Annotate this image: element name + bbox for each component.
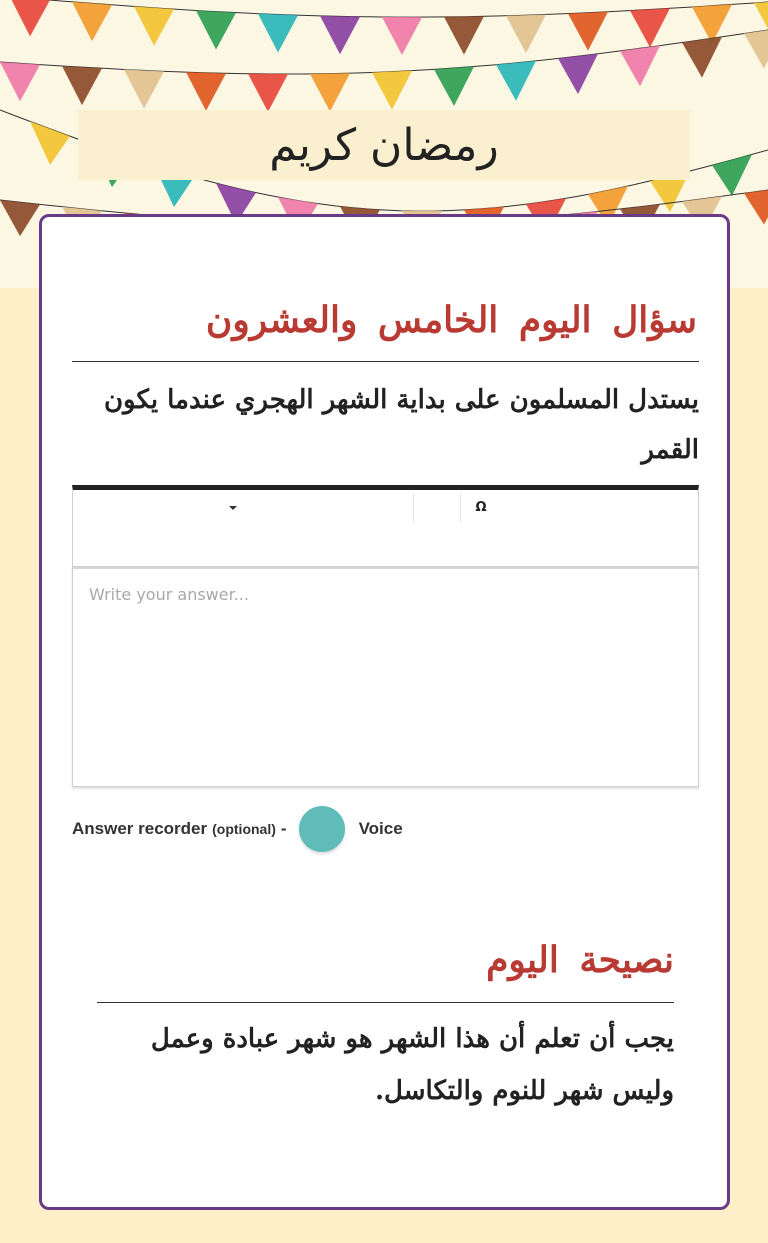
bunting-flag [744,28,768,69]
toolbar-separator [460,494,461,522]
special-character-button[interactable]: Ω [475,499,487,515]
question-divider [72,361,699,362]
tip-title: نصيحة اليوم [486,939,674,981]
bunting-flag [258,14,298,53]
bunting-flag [630,8,670,47]
recorder-optional-label: (optional) [212,821,276,837]
bunting-flag [434,67,474,106]
bunting-flag [496,61,536,101]
bunting-flag [744,188,768,225]
bunting-flag [620,46,660,87]
bunting-flag [310,73,350,111]
format-dropdown[interactable] [223,500,243,516]
bunting-flag [10,0,50,36]
answer-input[interactable] [72,567,699,787]
bunting-flag [372,71,412,110]
bunting-flag [196,10,236,49]
answer-recorder [72,805,572,853]
title-box [78,110,690,180]
toolbar-separator [413,494,414,522]
bunting-flag [558,54,598,94]
bunting-flag [0,200,40,236]
bunting-flag [124,69,164,108]
bunting-flag [444,16,484,54]
page-title: رمضان كريم [269,119,499,171]
activity-card [39,214,730,1210]
bunting-flag [30,121,70,164]
bunting-flag [682,37,722,78]
tip-divider [97,1002,674,1003]
question-text: يستدل المسلمون على بداية الشهر الهجري عندما يكون القمر [103,385,699,465]
recorder-dash: - [280,819,287,838]
bunting-flag [134,6,174,45]
bunting-flag [0,62,40,101]
bunting-flag [186,72,226,111]
bunting-flag [506,14,546,53]
bunting-flag [568,12,608,51]
question-title: سؤال اليوم الخامس والعشرون [205,299,697,341]
bunting-flag [692,4,732,43]
bunting-flag [382,17,422,55]
tip-text: يجب أن تعلم أن هذا الشهر هو شهر عبادة وعمل وليس شهر للنوم والتكاسل. [150,1024,674,1106]
record-voice-button[interactable] [299,806,345,852]
bunting-flag [72,2,112,42]
caret-down-icon [229,506,237,510]
recorder-label: Answer recorder [72,819,208,838]
bunting-flag [712,154,752,195]
bunting-flag [248,74,288,112]
bunting-flag [62,66,102,105]
bunting-flag [320,16,360,54]
voice-label: Voice [358,819,403,838]
editor-toolbar [72,485,699,567]
